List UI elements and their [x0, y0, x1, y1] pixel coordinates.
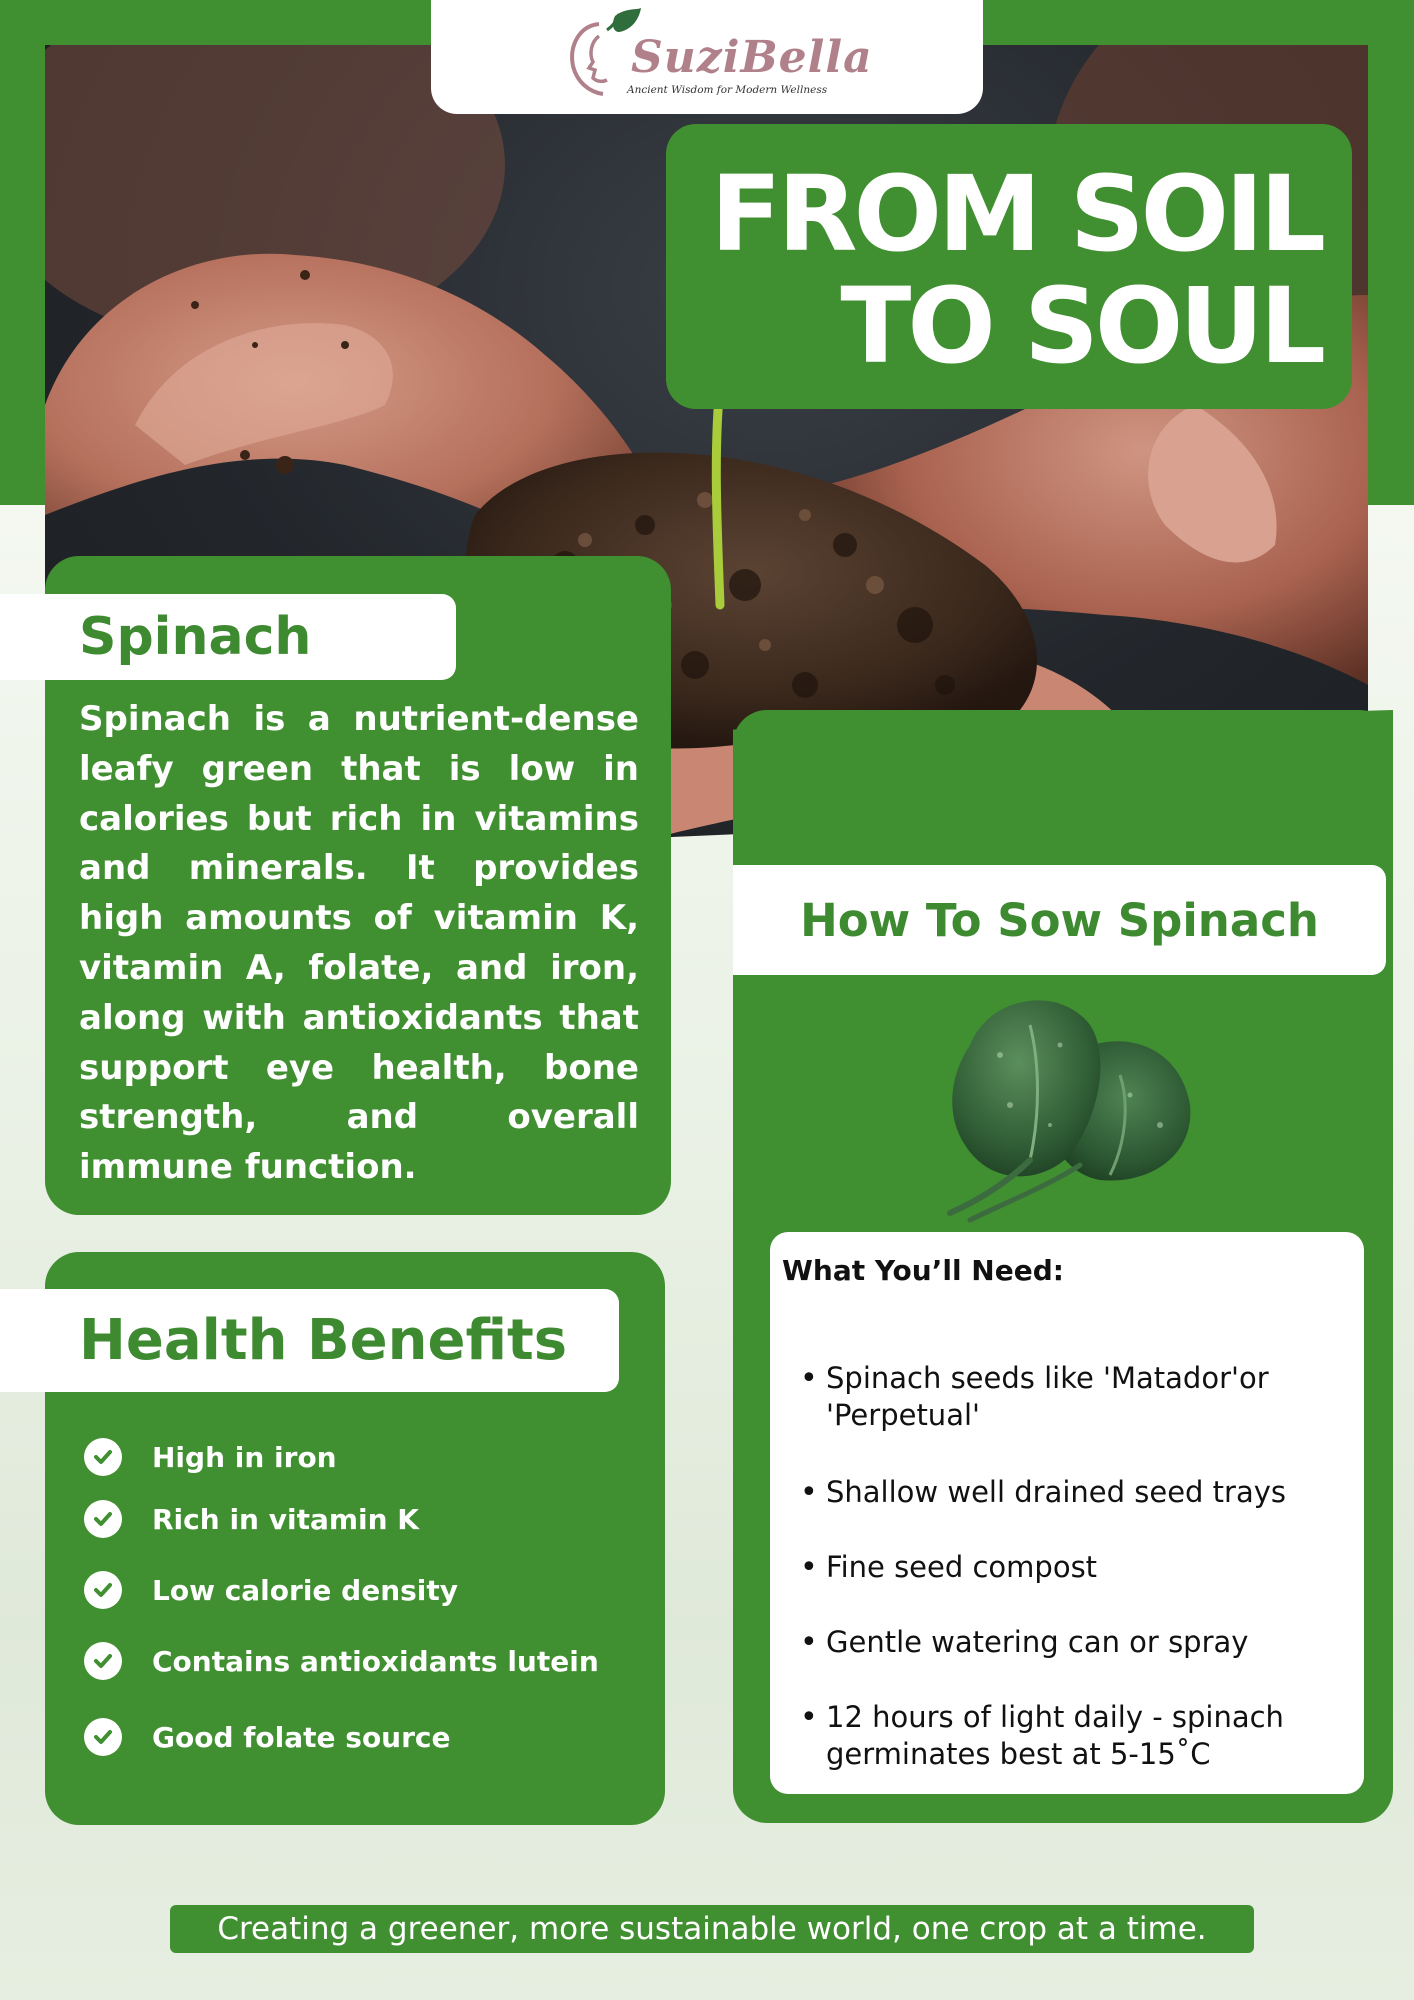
needs-list-item: [800, 1699, 1340, 1773]
spinach-leaves-icon: [930, 985, 1200, 1225]
needs-item-text: Shallow well drained seed trays: [826, 1475, 1287, 1509]
needs-box: [770, 1232, 1364, 1794]
benefit-label: Contains antioxidants lutein: [152, 1644, 599, 1678]
needs-list-item: [800, 1360, 1340, 1434]
needs-item-text: 12 hours of light daily - spinach germinates best at 5-15˚C: [826, 1700, 1284, 1771]
check-circle-icon: [84, 1718, 122, 1756]
spinach-description: Spinach is a nutrient-dense leafy green that is low in calories but rich in vitamins and minerals. It provides high amounts of vitamin K, vitamin A, folate, and iron, along with antioxidants that support eye health, bone strength, and overall immune function.: [79, 699, 639, 1188]
how-to-sow-heading: How To Sow Spinach: [733, 865, 1386, 975]
footer-banner: Creating a greener, more sustainable world, one crop at a time.: [170, 1905, 1254, 1953]
needs-item-text: Spinach seeds like 'Matador'or 'Perpetual': [826, 1361, 1269, 1432]
hero-title-line-2: TO SOUL: [840, 265, 1322, 387]
benefit-label: Rich in vitamin K: [152, 1502, 419, 1536]
benefit-item: [84, 1642, 599, 1680]
how-to-sow-card-top: [733, 710, 1393, 860]
bullet-icon: •: [800, 1625, 818, 1660]
benefit-label: Good folate source: [152, 1720, 451, 1754]
bullet-icon: •: [800, 1475, 818, 1510]
needs-item-text: Fine seed compost: [826, 1550, 1098, 1584]
benefit-item: [84, 1500, 419, 1538]
needs-heading: What You’ll Need:: [782, 1254, 1064, 1287]
bullet-icon: •: [800, 1700, 818, 1735]
benefit-item: [84, 1438, 337, 1476]
spinach-heading: Spinach: [0, 594, 456, 680]
brand-wordmark: SuziBella: [631, 32, 873, 83]
benefit-label: High in iron: [152, 1440, 337, 1474]
check-circle-icon: [84, 1571, 122, 1609]
check-circle-icon: [84, 1500, 122, 1538]
needs-list-item: [800, 1549, 1340, 1586]
needs-list-item: [800, 1624, 1340, 1661]
benefit-item: [84, 1718, 451, 1756]
bullet-icon: •: [800, 1361, 818, 1396]
health-benefits-heading: Health Benefits: [0, 1289, 619, 1392]
brand-tagline: Ancient Wisdom for Modern Wellness: [627, 84, 828, 96]
needs-item-text: Gentle watering can or spray: [826, 1625, 1249, 1659]
check-circle-icon: [84, 1438, 122, 1476]
bullet-icon: •: [800, 1550, 818, 1585]
hero-title-line-1: FROM SOIL: [710, 153, 1322, 275]
check-circle-icon: [84, 1642, 122, 1680]
hero-title-box: [666, 124, 1352, 409]
needs-list-item: [800, 1474, 1340, 1511]
benefit-label: Low calorie density: [152, 1573, 459, 1607]
logo-header: [431, 0, 983, 114]
benefit-item: [84, 1571, 458, 1609]
